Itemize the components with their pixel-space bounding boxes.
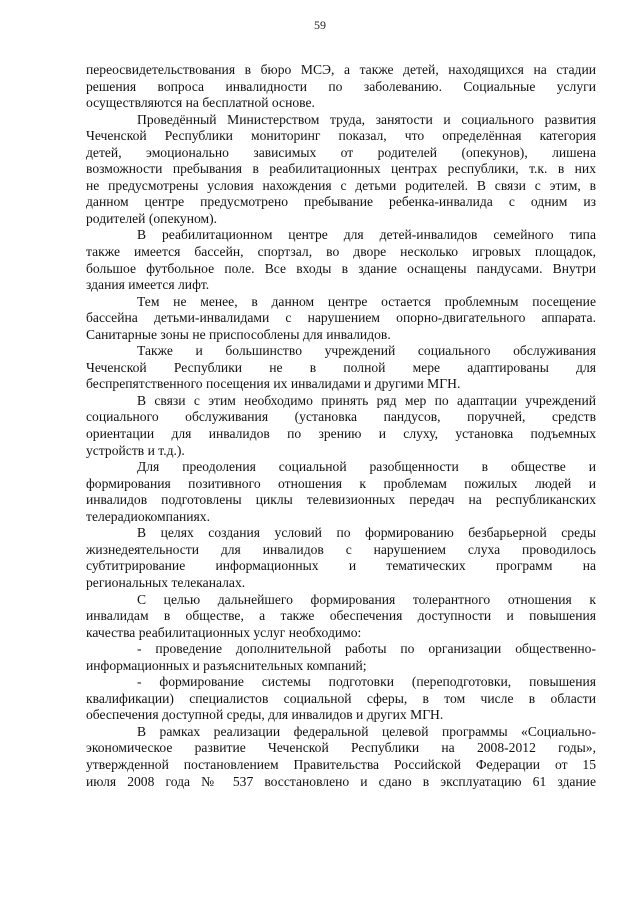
page-number: 59 (314, 18, 326, 32)
text-line: - формирование системы подготовки (переподготовки, повышения (137, 674, 596, 690)
text-line: Санитарные зоны не приспособлены для инвалидов. (86, 326, 391, 342)
text-line: экономическое развитие Чеченской Республики на 2008-2012 годы», (86, 740, 596, 756)
text-line: возможности пребывания в реабилитационных центрах республики, т.к. в них (86, 161, 596, 177)
text-line: В связи с этим необходимо принять ряд мер по адаптации учреждений (137, 392, 596, 408)
text-line: субтитрирование информационных и тематических программ на (86, 558, 596, 574)
text-line: В рамках реализации федеральной целевой программы «Социально- (137, 723, 596, 739)
text-line: квалификации) специалистов социальной сферы, в том числе в области (86, 690, 596, 706)
document-body (86, 62, 596, 790)
text-line: родителей (опекуном). (86, 210, 218, 226)
text-line: большое футбольное поле. Все входы в здание оснащены пандусами. Внутри (86, 260, 596, 276)
text-line: Также и большинство учреждений социального обслуживания (137, 343, 596, 359)
text-line: детей, эмоционально зависимых от родителей (опекунов), лишена (86, 144, 596, 160)
text-line: - проведение дополнительной работы по организации общественно- (137, 641, 596, 657)
text-line: не предусмотрены условия нахождения с детьми родителей. В связи с этим, в (86, 177, 596, 193)
text-line: социального обслуживания (установка пандусов, поручней, средств (86, 409, 596, 425)
text-line: Чеченской Республики мониторинг показал, что определённая категория (86, 128, 596, 144)
text-line: переосвидетельствования в бюро МСЭ, а также детей, находящихся на стадии (86, 62, 596, 77)
text-line: здания имеется лифт. (86, 277, 210, 293)
text-line: бассейна детьми-инвалидами с нарушением опорно-двигательного аппарата. (86, 310, 596, 326)
text-line: телерадиокомпаниях. (86, 508, 210, 524)
text-line: также имеется бассейн, спортзал, во дворе несколько игровых площадок, (86, 244, 596, 260)
text-line: беспрепятственного посещения их инвалидами и другими МГН. (86, 376, 461, 392)
text-line: Проведённый Министерством труда, занятости и социального развития (137, 111, 596, 127)
text-line: региональных телеканалах. (86, 574, 246, 590)
text-line: данном центре предусмотрено пребывание ребенка-инвалида с одним из (86, 194, 596, 210)
text-line: жизнедеятельности для инвалидов с нарушением слуха проводилось (86, 541, 596, 557)
text-line: инвалидов подготовлены циклы телевизионных передач на республиканских (86, 492, 596, 508)
text-line: решения вопроса инвалидности по заболеванию. Социальные услуги (86, 78, 596, 94)
text-line: Для преодоления социальной разобщенности в обществе и (137, 459, 596, 475)
text-line: обеспечения доступной среды, для инвалидов и других МГН. (86, 707, 444, 723)
text-line: В целях создания условий по формированию безбарьерной среды (137, 525, 596, 541)
text-line: Тем не менее, в данном центре остается проблемным посещение (137, 293, 596, 309)
text-line: В реабилитационном центре для детей-инвалидов семейного типа (137, 227, 596, 243)
text-line: осуществляются на бесплатной основе. (86, 95, 315, 111)
text-line: качества реабилитационных услуг необходимо: (86, 624, 362, 640)
text-line: информационных и разъяснительных компаний; (86, 657, 367, 673)
text-line: утвержденной постановлением Правительства Российской Федерации от 15 (86, 756, 596, 772)
text-line: формирования позитивного отношения к проблемам пожилых людей и (86, 475, 596, 491)
text-line: С целью дальнейшего формирования толерантного отношения к (137, 591, 596, 607)
text-line: инвалидам в обществе, а также обеспечения доступности и повышения (86, 608, 596, 624)
text-line: Чеченской Республики не в полной мере адаптированы для (86, 359, 596, 375)
text-line: устройств и т.д.). (86, 442, 185, 458)
text-line: июля 2008 года № 537 восстановлено и сдано в эксплуатацию 61 здание (86, 773, 596, 789)
text-line: ориентации для инвалидов по зрению и слуху, установка подъемных (86, 426, 596, 442)
